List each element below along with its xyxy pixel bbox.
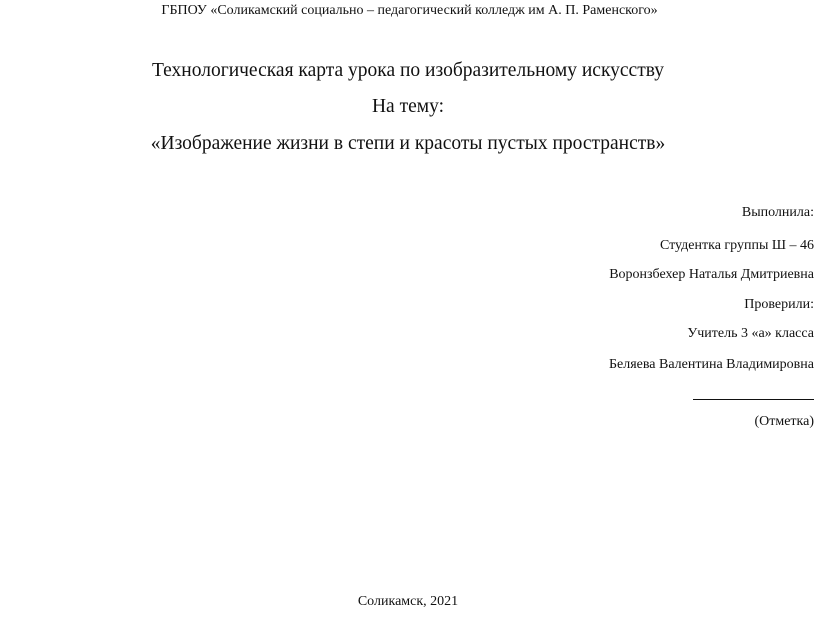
student-name: Воронзбехер Наталья Дмитриевна (609, 267, 814, 282)
teacher-name: Беляева Валентина Владимировна (608, 357, 814, 372)
topic-label: На тему: (371, 96, 445, 117)
city-year-footer: Соликамск, 2021 (357, 594, 459, 609)
checked-label: Проверили: (744, 297, 814, 312)
lesson-topic: «Изображение жизни в степи и красоты пустых пространств» (150, 133, 666, 154)
student-group: Студентка группы Ш – 46 (659, 238, 814, 253)
institution-header: ГБПОУ «Соликамский социально – педагогический колледж им А. П. Раменского» (161, 3, 658, 18)
grade-label: (Отметка) (754, 414, 814, 429)
teacher-role: Учитель 3 «а» класса (687, 326, 814, 341)
performed-label: Выполнила: (741, 205, 814, 220)
grade-signature-line (693, 399, 814, 400)
document-title: Технологическая карта урока по изобразительному искусству (151, 60, 665, 81)
